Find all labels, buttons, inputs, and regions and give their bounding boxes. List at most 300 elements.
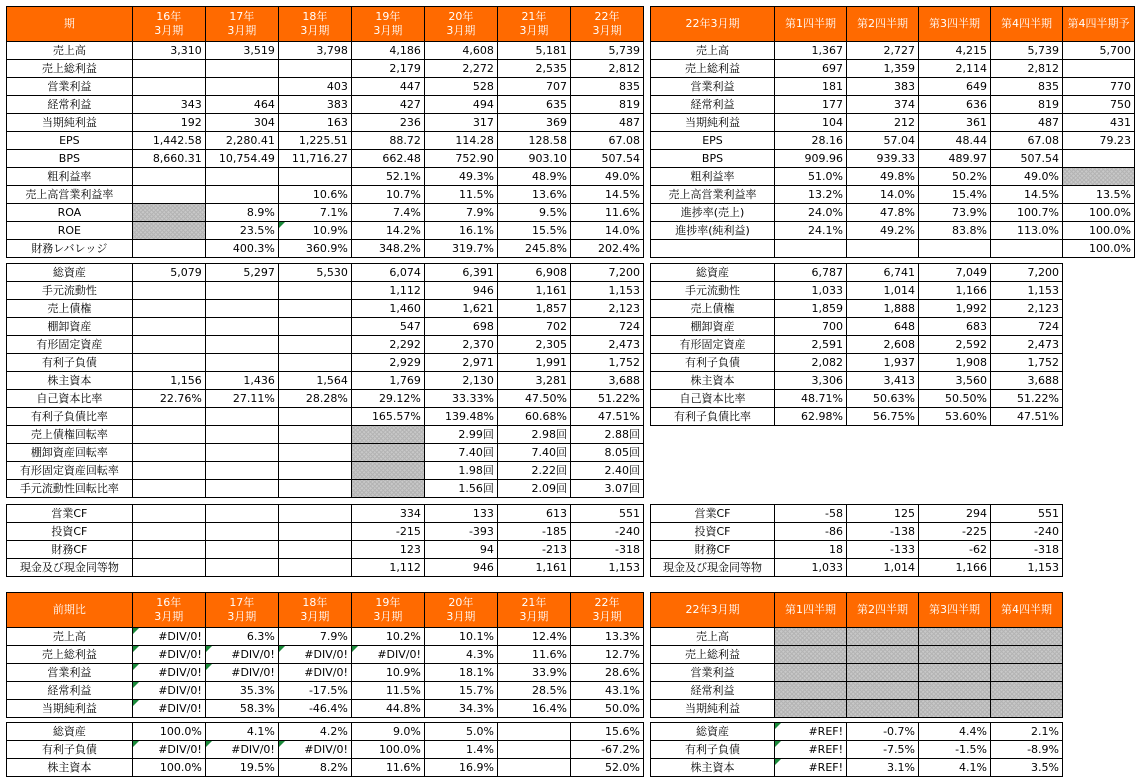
value-cell: 100.0% xyxy=(1063,240,1135,258)
header-cell: 21年 3月期 xyxy=(497,7,570,42)
value-cell: 3,519 xyxy=(205,42,278,60)
table-row xyxy=(7,132,644,150)
value-cell: 100.0% xyxy=(1063,222,1135,240)
value-cell: 2,592 xyxy=(919,336,991,354)
row-label: 現金及び現金同等物 xyxy=(651,559,775,577)
table-row xyxy=(7,505,644,523)
value-cell xyxy=(132,559,205,577)
value-cell: 2,130 xyxy=(424,372,497,390)
value-cell xyxy=(278,480,351,498)
value-cell: 1,888 xyxy=(847,300,919,318)
value-cell: 47.51% xyxy=(991,408,1063,426)
value-cell: 113.0% xyxy=(991,222,1063,240)
value-cell xyxy=(205,444,278,462)
value-cell: 49.2% xyxy=(847,222,919,240)
value-cell: 9.5% xyxy=(497,204,570,222)
value-cell: 33.33% xyxy=(424,390,497,408)
value-cell: 212 xyxy=(847,114,919,132)
table-row xyxy=(7,114,644,132)
value-cell xyxy=(991,664,1063,682)
table-row xyxy=(7,723,644,741)
value-cell xyxy=(278,505,351,523)
header-cell: 19年 3月期 xyxy=(351,593,424,628)
value-cell xyxy=(205,354,278,372)
value-cell: 2,272 xyxy=(424,60,497,78)
value-cell: 58.3% xyxy=(205,700,278,718)
value-cell: 100.0% xyxy=(132,723,205,741)
value-cell: 6,787 xyxy=(775,264,847,282)
value-cell: 5,739 xyxy=(991,42,1063,60)
value-cell: 79.23 xyxy=(1063,132,1135,150)
value-cell xyxy=(205,282,278,300)
row-label xyxy=(651,240,775,258)
value-cell: 11,716.27 xyxy=(278,150,351,168)
value-cell xyxy=(351,480,424,498)
value-cell: 2,123 xyxy=(991,300,1063,318)
value-cell: 11.6% xyxy=(570,204,643,222)
value-cell: 939.33 xyxy=(847,150,919,168)
value-cell: #REF! xyxy=(775,723,847,741)
value-cell: 7.40回 xyxy=(497,444,570,462)
value-cell: -62 xyxy=(919,541,991,559)
value-cell: 770 xyxy=(1063,78,1135,96)
value-cell: 2.22回 xyxy=(497,462,570,480)
value-cell: -58 xyxy=(775,505,847,523)
value-cell: #DIV/0! xyxy=(351,646,424,664)
value-cell: 83.8% xyxy=(919,222,991,240)
value-cell: #DIV/0! xyxy=(132,700,205,718)
value-cell: 369 xyxy=(497,114,570,132)
row-label: 売上総利益 xyxy=(7,646,133,664)
value-cell xyxy=(132,444,205,462)
value-cell: 236 xyxy=(351,114,424,132)
value-cell: 13.6% xyxy=(497,186,570,204)
value-cell: 698 xyxy=(424,318,497,336)
table-row xyxy=(7,741,644,759)
value-cell: 319.7% xyxy=(424,240,497,258)
value-cell: 28.6% xyxy=(570,664,643,682)
value-cell: 1,033 xyxy=(775,559,847,577)
value-cell: 317 xyxy=(424,114,497,132)
value-cell xyxy=(132,354,205,372)
row-label: 売上総利益 xyxy=(651,60,775,78)
value-cell: -240 xyxy=(570,523,643,541)
table-row xyxy=(651,150,1135,168)
value-cell: 47.8% xyxy=(847,204,919,222)
value-cell: 1,014 xyxy=(847,559,919,577)
row-label: 投資CF xyxy=(651,523,775,541)
table-row xyxy=(651,741,1063,759)
value-cell: 15.5% xyxy=(497,222,570,240)
value-cell: 447 xyxy=(351,78,424,96)
quarterly-yoy-balance-table xyxy=(650,722,1063,777)
value-cell: 28.5% xyxy=(497,682,570,700)
header-cell: 第3四半期 xyxy=(919,593,991,628)
row-label: 株主資本 xyxy=(7,759,133,777)
value-cell: 29.12% xyxy=(351,390,424,408)
table-row xyxy=(7,336,644,354)
value-cell: 16.1% xyxy=(424,222,497,240)
value-cell: 400.3% xyxy=(205,240,278,258)
value-cell: 662.48 xyxy=(351,150,424,168)
table-row xyxy=(651,759,1063,777)
table-row xyxy=(651,132,1135,150)
value-cell: 494 xyxy=(424,96,497,114)
value-cell: 649 xyxy=(919,78,991,96)
header-cell: 19年 3月期 xyxy=(351,7,424,42)
value-cell: 334 xyxy=(351,505,424,523)
row-label: 有利子負債 xyxy=(651,741,775,759)
value-cell: 464 xyxy=(205,96,278,114)
table-row xyxy=(651,700,1063,718)
row-label: EPS xyxy=(651,132,775,150)
value-cell: 700 xyxy=(775,318,847,336)
value-cell xyxy=(205,480,278,498)
value-cell: 1,442.58 xyxy=(132,132,205,150)
header-cell: 20年 3月期 xyxy=(424,593,497,628)
row-label: 当期純利益 xyxy=(651,700,775,718)
value-cell: 427 xyxy=(351,96,424,114)
value-cell xyxy=(132,78,205,96)
value-cell: -215 xyxy=(351,523,424,541)
table-row xyxy=(7,240,644,258)
value-cell xyxy=(351,444,424,462)
table-row xyxy=(7,664,644,682)
value-cell: 1,033 xyxy=(775,282,847,300)
quarterly-cash-flow-table xyxy=(650,504,1063,577)
value-cell: 22.76% xyxy=(132,390,205,408)
table-row xyxy=(7,700,644,718)
value-cell: -240 xyxy=(991,523,1063,541)
value-cell: 202.4% xyxy=(570,240,643,258)
table-row xyxy=(651,523,1063,541)
value-cell: 2.88回 xyxy=(570,426,643,444)
table-row xyxy=(651,42,1135,60)
row-label: 売上債権 xyxy=(651,300,775,318)
row-label: 営業利益 xyxy=(7,78,133,96)
header-cell: 第3四半期 xyxy=(919,7,991,42)
value-cell: 2.98回 xyxy=(497,426,570,444)
value-cell: 5,700 xyxy=(1063,42,1135,60)
value-cell: 100.7% xyxy=(991,204,1063,222)
value-cell: 57.04 xyxy=(847,132,919,150)
row-label: 有形固定資産 xyxy=(7,336,133,354)
table-row xyxy=(7,318,644,336)
value-cell: 11.6% xyxy=(351,759,424,777)
table-row xyxy=(7,480,644,498)
row-label: 売上高営業利益率 xyxy=(7,186,133,204)
row-label: 総資産 xyxy=(7,264,133,282)
value-cell: 24.0% xyxy=(775,204,847,222)
table-row xyxy=(7,682,644,700)
value-cell: 1,225.51 xyxy=(278,132,351,150)
value-cell: 507.54 xyxy=(991,150,1063,168)
value-cell xyxy=(919,646,991,664)
value-cell: 7.4% xyxy=(351,204,424,222)
value-cell: 2,971 xyxy=(424,354,497,372)
value-cell: 123 xyxy=(351,541,424,559)
value-cell: 1.4% xyxy=(424,741,497,759)
value-cell xyxy=(1063,168,1135,186)
value-cell: 348.2% xyxy=(351,240,424,258)
row-label: 手元流動性 xyxy=(651,282,775,300)
value-cell: 3.5% xyxy=(991,759,1063,777)
table-row xyxy=(651,240,1135,258)
value-cell: 1,166 xyxy=(919,282,991,300)
value-cell: 177 xyxy=(775,96,847,114)
value-cell: 7.9% xyxy=(278,628,351,646)
value-cell: 67.08 xyxy=(570,132,643,150)
value-cell: 294 xyxy=(919,505,991,523)
value-cell: 1,153 xyxy=(570,282,643,300)
value-cell: #DIV/0! xyxy=(132,664,205,682)
value-cell: -225 xyxy=(919,523,991,541)
value-cell: 1,991 xyxy=(497,354,570,372)
value-cell xyxy=(497,741,570,759)
header-cell: 第4四半期 xyxy=(991,7,1063,42)
value-cell: 724 xyxy=(570,318,643,336)
value-cell: 181 xyxy=(775,78,847,96)
value-cell: 51.22% xyxy=(991,390,1063,408)
value-cell xyxy=(919,682,991,700)
value-cell: #REF! xyxy=(775,759,847,777)
row-label: 経常利益 xyxy=(7,682,133,700)
value-cell: 8.2% xyxy=(278,759,351,777)
value-cell xyxy=(205,559,278,577)
header-cell: 20年 3月期 xyxy=(424,7,497,42)
value-cell: 4.2% xyxy=(278,723,351,741)
value-cell: 2,812 xyxy=(991,60,1063,78)
table-row xyxy=(7,354,644,372)
row-label: 有利子負債 xyxy=(651,354,775,372)
row-label: 総資産 xyxy=(651,723,775,741)
value-cell: 8.9% xyxy=(205,204,278,222)
row-label: 棚卸資産 xyxy=(7,318,133,336)
cash-flow-table xyxy=(6,504,644,577)
value-cell xyxy=(775,240,847,258)
value-cell: 245.8% xyxy=(497,240,570,258)
value-cell: 2,305 xyxy=(497,336,570,354)
row-label: 当期純利益 xyxy=(7,114,133,132)
value-cell xyxy=(278,300,351,318)
value-cell xyxy=(775,646,847,664)
value-cell: 4,215 xyxy=(919,42,991,60)
value-cell: 4.1% xyxy=(205,723,278,741)
value-cell: 12.7% xyxy=(570,646,643,664)
value-cell xyxy=(132,282,205,300)
table-row xyxy=(651,541,1063,559)
row-label: 経常利益 xyxy=(651,96,775,114)
value-cell xyxy=(278,523,351,541)
header-cell: 17年 3月期 xyxy=(205,593,278,628)
value-cell: 683 xyxy=(919,318,991,336)
value-cell: #DIV/0! xyxy=(132,628,205,646)
table-row xyxy=(7,300,644,318)
table-row xyxy=(7,444,644,462)
table-row xyxy=(7,60,644,78)
value-cell: 3,688 xyxy=(570,372,643,390)
value-cell: 3,798 xyxy=(278,42,351,60)
header-cell: 18年 3月期 xyxy=(278,593,351,628)
value-cell xyxy=(205,505,278,523)
value-cell xyxy=(775,664,847,682)
value-cell: 707 xyxy=(497,78,570,96)
table-row xyxy=(7,646,644,664)
value-cell xyxy=(205,541,278,559)
value-cell xyxy=(205,300,278,318)
table-row xyxy=(7,523,644,541)
value-cell: 18 xyxy=(775,541,847,559)
value-cell: 635 xyxy=(497,96,570,114)
row-label: 有利子負債 xyxy=(7,354,133,372)
row-label: 営業CF xyxy=(7,505,133,523)
value-cell: -133 xyxy=(847,541,919,559)
value-cell: 50.63% xyxy=(847,390,919,408)
row-label: 有形固定資産回転率 xyxy=(7,462,133,480)
value-cell: 67.08 xyxy=(991,132,1063,150)
value-cell: 724 xyxy=(991,318,1063,336)
table-row xyxy=(651,318,1063,336)
quarterly-results-table xyxy=(650,6,1135,258)
value-cell: 50.50% xyxy=(919,390,991,408)
value-cell: 56.75% xyxy=(847,408,919,426)
value-cell: 6,074 xyxy=(351,264,424,282)
value-cell: 1,564 xyxy=(278,372,351,390)
row-label: 有利子負債比率 xyxy=(651,408,775,426)
value-cell: 2,535 xyxy=(497,60,570,78)
value-cell: 104 xyxy=(775,114,847,132)
value-cell: 697 xyxy=(775,60,847,78)
value-cell: #DIV/0! xyxy=(205,646,278,664)
table-row xyxy=(651,505,1063,523)
row-label: ROA xyxy=(7,204,133,222)
value-cell: 125 xyxy=(847,505,919,523)
value-cell: 3,560 xyxy=(919,372,991,390)
value-cell: 1,436 xyxy=(205,372,278,390)
header-cell: 第4四半期予 xyxy=(1063,7,1135,42)
row-label: 売上高 xyxy=(7,42,133,60)
value-cell xyxy=(278,336,351,354)
annual-results-table xyxy=(6,6,644,258)
yoy-growth-table xyxy=(6,592,644,718)
value-cell xyxy=(205,462,278,480)
value-cell: 4.4% xyxy=(919,723,991,741)
value-cell xyxy=(132,318,205,336)
value-cell: 2,473 xyxy=(991,336,1063,354)
value-cell: 49.3% xyxy=(424,168,497,186)
value-cell xyxy=(847,664,919,682)
row-label: 手元流動性 xyxy=(7,282,133,300)
table-row xyxy=(7,426,644,444)
value-cell xyxy=(278,354,351,372)
value-cell xyxy=(132,204,205,222)
table-row xyxy=(7,150,644,168)
value-cell xyxy=(847,628,919,646)
table-row xyxy=(651,204,1135,222)
value-cell xyxy=(847,240,919,258)
value-cell: 1.98回 xyxy=(424,462,497,480)
value-cell: 10.7% xyxy=(351,186,424,204)
table-row xyxy=(7,168,644,186)
value-cell: 60.68% xyxy=(497,408,570,426)
value-cell: 163 xyxy=(278,114,351,132)
header-cell: 第4四半期 xyxy=(991,593,1063,628)
value-cell: 1,992 xyxy=(919,300,991,318)
value-cell xyxy=(132,60,205,78)
header-cell: 16年 3月期 xyxy=(132,593,205,628)
value-cell: 2,812 xyxy=(570,60,643,78)
table-row xyxy=(7,264,644,282)
value-cell: 528 xyxy=(424,78,497,96)
value-cell xyxy=(775,700,847,718)
row-label: BPS xyxy=(651,150,775,168)
row-label: 進捗率(純利益) xyxy=(651,222,775,240)
value-cell xyxy=(775,628,847,646)
value-cell: 28.16 xyxy=(775,132,847,150)
value-cell: 2,727 xyxy=(847,42,919,60)
value-cell: 51.0% xyxy=(775,168,847,186)
value-cell: 165.57% xyxy=(351,408,424,426)
value-cell: 1,161 xyxy=(497,282,570,300)
value-cell: 10,754.49 xyxy=(205,150,278,168)
value-cell: 4,186 xyxy=(351,42,424,60)
value-cell xyxy=(205,408,278,426)
row-label: 株主資本 xyxy=(651,759,775,777)
table-row xyxy=(7,628,644,646)
value-cell xyxy=(775,682,847,700)
header-cell: 前期比 xyxy=(7,593,133,628)
value-cell: 5,181 xyxy=(497,42,570,60)
table-row xyxy=(7,78,644,96)
value-cell: 114.28 xyxy=(424,132,497,150)
table-row xyxy=(651,168,1135,186)
value-cell xyxy=(132,462,205,480)
value-cell xyxy=(351,462,424,480)
value-cell: 1,153 xyxy=(991,559,1063,577)
value-cell xyxy=(497,723,570,741)
value-cell: 3,310 xyxy=(132,42,205,60)
value-cell xyxy=(847,646,919,664)
value-cell xyxy=(351,426,424,444)
table-row xyxy=(651,408,1063,426)
value-cell: 51.22% xyxy=(570,390,643,408)
value-cell: 374 xyxy=(847,96,919,114)
value-cell: 48.71% xyxy=(775,390,847,408)
value-cell xyxy=(278,462,351,480)
row-label: 総資産 xyxy=(651,264,775,282)
value-cell: 1,153 xyxy=(991,282,1063,300)
value-cell: 1,752 xyxy=(991,354,1063,372)
value-cell: 835 xyxy=(991,78,1063,96)
header-cell: 第1四半期 xyxy=(775,7,847,42)
value-cell: 35.3% xyxy=(205,682,278,700)
table-row xyxy=(651,559,1063,577)
value-cell: 1,460 xyxy=(351,300,424,318)
row-label: 自己資本比率 xyxy=(7,390,133,408)
value-cell: 383 xyxy=(847,78,919,96)
value-cell xyxy=(1063,60,1135,78)
value-cell: 2,114 xyxy=(919,60,991,78)
header-row xyxy=(7,593,644,628)
value-cell xyxy=(132,505,205,523)
table-row xyxy=(651,96,1135,114)
value-cell xyxy=(205,60,278,78)
row-label: 経常利益 xyxy=(651,682,775,700)
value-cell: 44.8% xyxy=(351,700,424,718)
value-cell: 62.98% xyxy=(775,408,847,426)
value-cell: #DIV/0! xyxy=(132,646,205,664)
value-cell: 2.40回 xyxy=(570,462,643,480)
